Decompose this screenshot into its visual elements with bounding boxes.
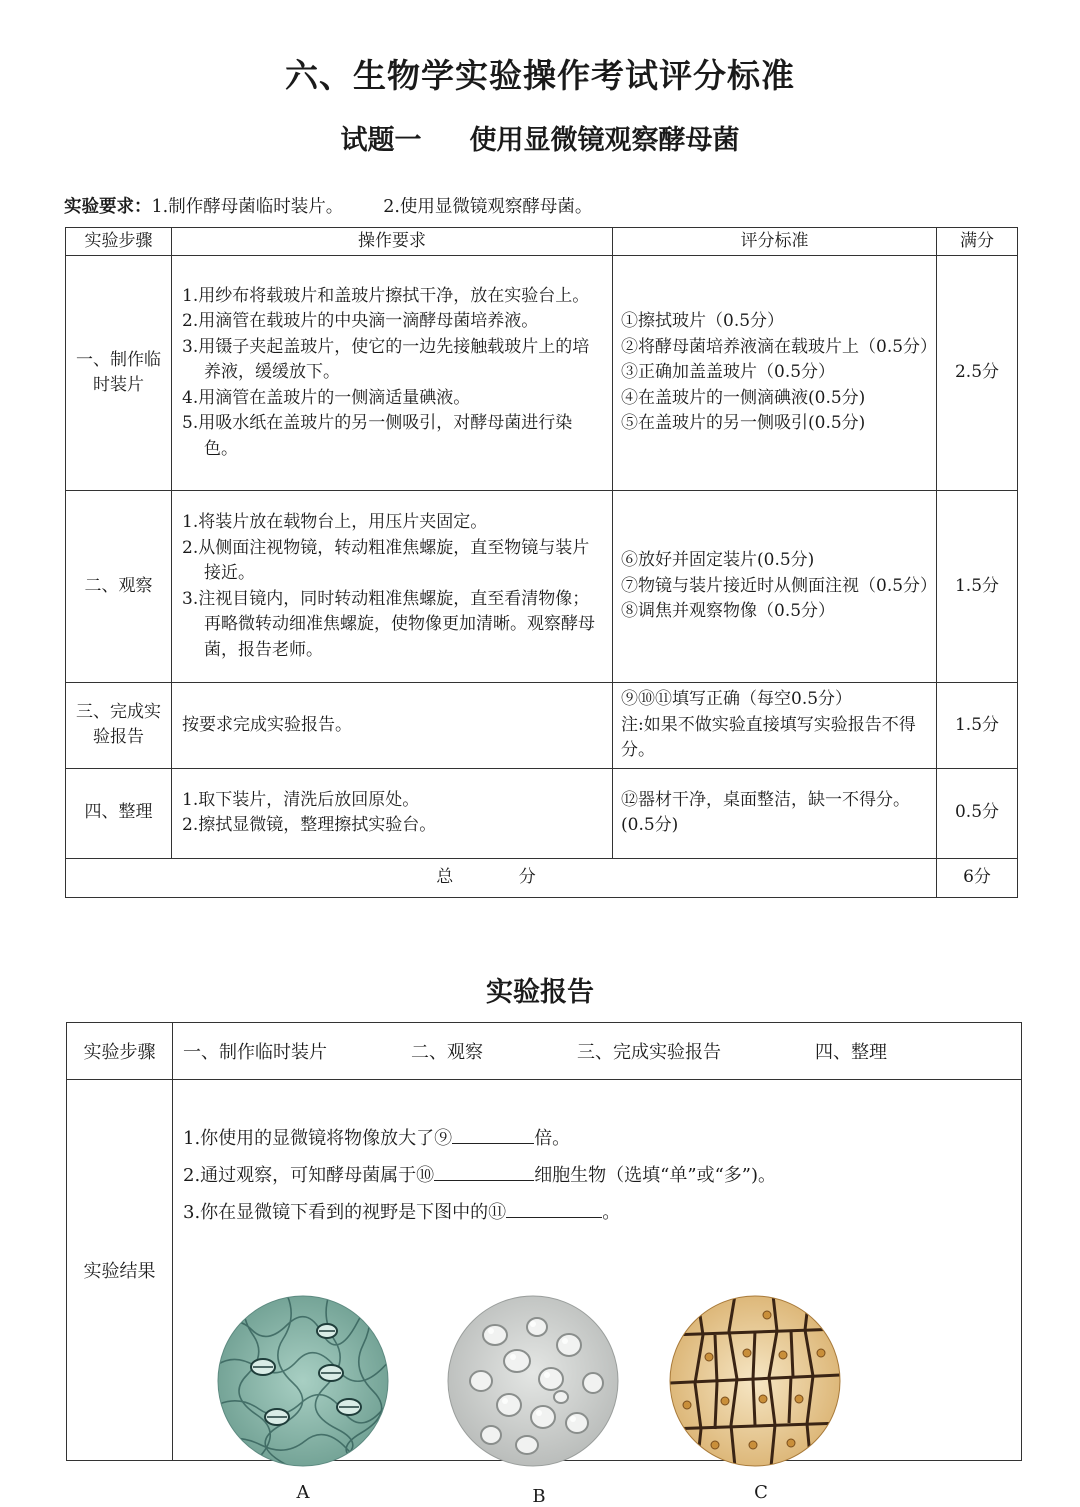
row-operations bbox=[172, 256, 613, 491]
op-item: 3.注视目镜内，同时转动粗准焦螺旋，直至看清物像；再略微转动细准焦螺旋，使物像更加清晰。观察酵母菌，报告老师。 bbox=[182, 588, 595, 660]
question-1: 1.你使用的显微镜将物像放大了⑨ 倍。 bbox=[183, 1120, 776, 1157]
op-item: 1.将装片放在载物台上，用压片夹固定。 bbox=[182, 512, 488, 532]
report-title: 实验报告 bbox=[486, 977, 594, 1008]
row-criteria: ⑫器材干净，桌面整洁，缺一不得分。(0.5分) bbox=[613, 768, 937, 858]
row-score: 1.5分 bbox=[937, 683, 1018, 769]
op-item: 4.用滴管在盖玻片的一侧滴适量碘液。 bbox=[182, 387, 471, 408]
row-step: 四、整理 bbox=[66, 768, 172, 858]
requirements-label: 实验要求： bbox=[64, 197, 152, 217]
row-score: 0.5分 bbox=[937, 768, 1018, 858]
row-step: 三、完成实验报告 bbox=[66, 683, 172, 769]
op-item: 5.用吸水纸在盖玻片的另一侧吸引，对酵母菌进行染色。 bbox=[182, 413, 573, 459]
image-label-b: B bbox=[532, 1486, 546, 1507]
subtitle-name: 使用显微镜观察酵母菌 bbox=[469, 125, 740, 156]
criteria-item: ④在盖玻片的一侧滴碘液(0.5分) bbox=[621, 387, 866, 408]
step-item: 一、制作临时装片 bbox=[183, 1042, 327, 1063]
row-criteria bbox=[613, 683, 937, 769]
report-table bbox=[66, 1022, 1022, 1507]
op-item: 2.用滴管在载玻片的中央滴一滴酵母菌培养液。 bbox=[182, 311, 539, 332]
row-operations bbox=[172, 491, 613, 683]
table-row bbox=[66, 491, 1018, 683]
header-step: 实验步骤 bbox=[66, 228, 172, 256]
row-operations: 按要求完成实验报告。 bbox=[172, 683, 613, 769]
row-step: 一、制作临时装片 bbox=[66, 256, 172, 491]
criteria-item: ③正确加盖盖玻片（0.5分） bbox=[621, 362, 836, 383]
result-content bbox=[173, 1080, 1022, 1507]
step-item: 四、整理 bbox=[815, 1042, 887, 1063]
op-item: 1.取下装片，清洗后放回原处。 bbox=[182, 789, 420, 810]
exam-subtitle bbox=[0, 118, 1080, 157]
answer-blank-11[interactable] bbox=[506, 1197, 602, 1218]
row-criteria bbox=[613, 491, 937, 683]
criteria-item: ⑧调焦并观察物像（0.5分） bbox=[621, 601, 836, 622]
header-criteria: 评分标准 bbox=[613, 228, 937, 256]
image-label-a: A bbox=[296, 1482, 310, 1503]
requirement-2: 2.使用显微镜观察酵母菌。 bbox=[383, 197, 593, 217]
table-row bbox=[66, 256, 1018, 491]
table-row bbox=[66, 683, 1018, 769]
header-operation: 操作要求 bbox=[172, 228, 613, 256]
op-item: 3.用镊子夹起盖玻片，使它的一边先接触载玻片上的培养液，缓缓放下。 bbox=[182, 336, 590, 383]
criteria-item: 注:如果不做实验直接填写实验报告不得分。 bbox=[621, 714, 916, 760]
question-2: 2.通过观察，可知酵母菌属于⑩ 细胞生物（选填“单”或“多”)。 bbox=[183, 1157, 776, 1194]
experiment-requirements bbox=[64, 193, 592, 218]
op-item: 1.用纱布将载玻片和盖玻片擦拭干净，放在实验台上。 bbox=[182, 285, 590, 306]
requirement-1: 1.制作酵母菌临时装片。 bbox=[151, 197, 344, 217]
row-score: 1.5分 bbox=[937, 491, 1018, 683]
table-row bbox=[66, 768, 1018, 858]
criteria-item: ⑦物镜与装片接近时从侧面注视（0.5分） bbox=[621, 575, 938, 596]
scoring-table bbox=[65, 227, 1018, 898]
table-header-row bbox=[66, 228, 1018, 256]
criteria-item: ⑥放好并固定装片(0.5分) bbox=[621, 550, 815, 571]
row-operations bbox=[172, 768, 613, 858]
step-item: 三、完成实验报告 bbox=[577, 1042, 721, 1063]
criteria-item: ②将酵母菌培养液滴在载玻片上（0.5分） bbox=[621, 336, 938, 357]
subtitle-number: 试题一 bbox=[340, 125, 422, 156]
row-criteria bbox=[613, 256, 937, 491]
step-item: 二、观察 bbox=[411, 1042, 483, 1063]
criteria-item: ⑤在盖玻片的另一侧吸引(0.5分) bbox=[621, 413, 866, 434]
total-score: 6分 bbox=[937, 858, 1018, 897]
row-score: 2.5分 bbox=[937, 256, 1018, 491]
micrograph-b-yeast-cells bbox=[447, 1295, 619, 1467]
steps-list bbox=[173, 1023, 1022, 1080]
header-score: 满分 bbox=[937, 228, 1018, 256]
micrograph-c-onion-epidermis bbox=[669, 1295, 841, 1467]
image-label-c: C bbox=[754, 1482, 768, 1503]
op-item: 2.擦拭显微镜，整理擦拭实验台。 bbox=[182, 815, 437, 835]
page-title: 六、生物学实验操作考试评分标准 bbox=[285, 56, 795, 95]
row-step: 二、观察 bbox=[66, 491, 172, 683]
report-steps-row bbox=[67, 1023, 1022, 1080]
total-row bbox=[66, 858, 1018, 897]
answer-blank-10[interactable] bbox=[434, 1160, 534, 1181]
question-3: 3.你在显微镜下看到的视野是下图中的⑪ 。 bbox=[183, 1194, 776, 1231]
steps-label: 实验步骤 bbox=[67, 1023, 173, 1080]
report-result-row bbox=[67, 1080, 1022, 1461]
total-label: 总 分 bbox=[66, 858, 937, 897]
micrograph-a-leaf-epidermis bbox=[217, 1295, 389, 1467]
criteria-item: ①擦拭玻片（0.5分） bbox=[621, 311, 785, 332]
result-label: 实验结果 bbox=[67, 1080, 173, 1461]
questions bbox=[183, 1120, 776, 1231]
criteria-item: ⑨⑩⑪填写正确（每空0.5分） bbox=[621, 689, 853, 709]
answer-blank-9[interactable] bbox=[452, 1123, 534, 1144]
op-item: 2.从侧面注视物镜，转动粗准焦螺旋，直至物镜与装片接近。 bbox=[182, 537, 590, 583]
